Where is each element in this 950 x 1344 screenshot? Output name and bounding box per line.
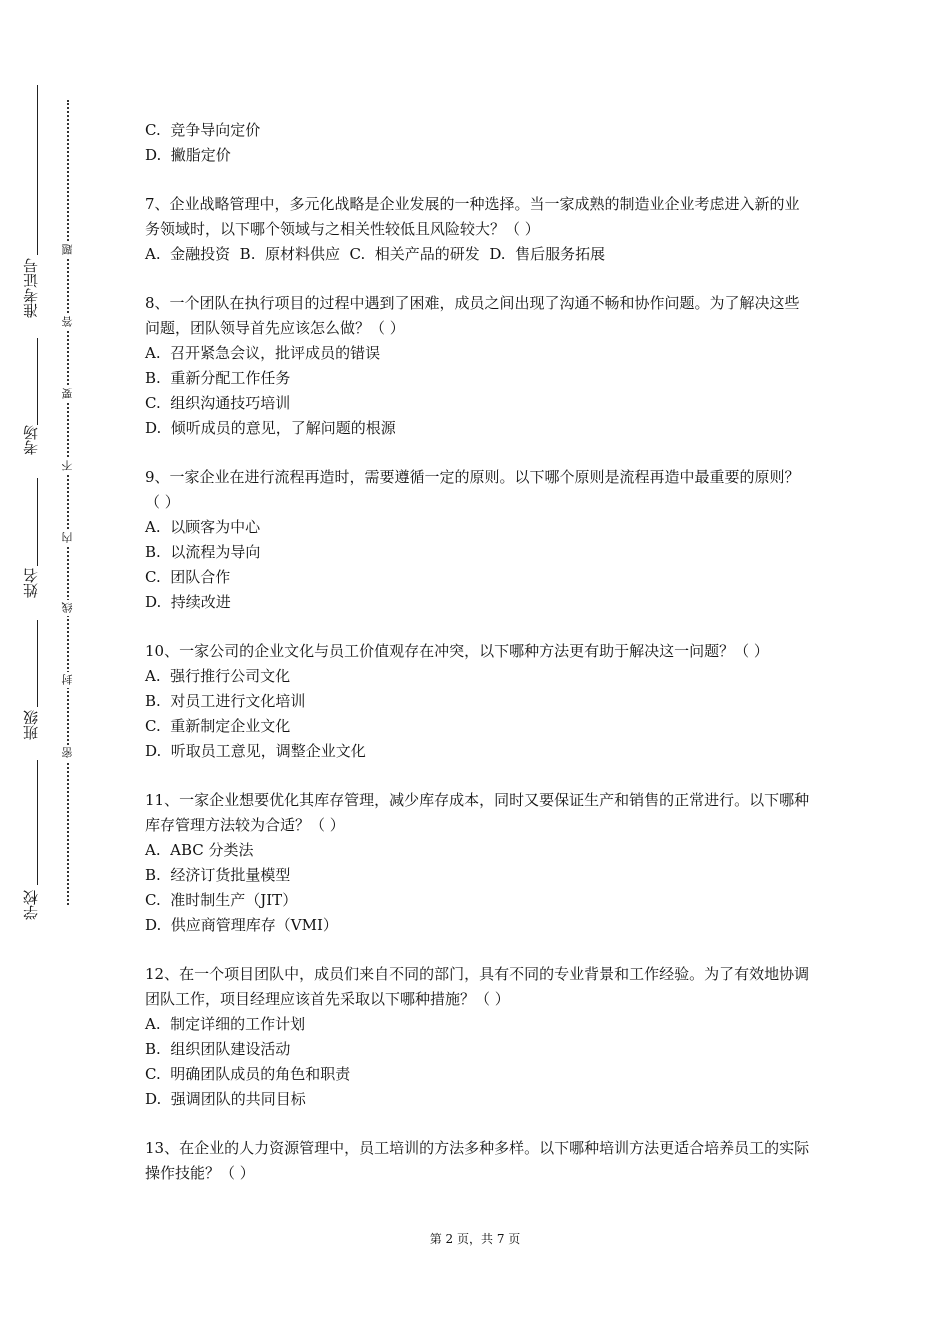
seal-char: 不 xyxy=(60,458,76,474)
option-a: A. ABC 分类法 xyxy=(145,841,254,859)
option-a: A. 召开紧急会议，批评成员的错误 xyxy=(145,344,381,362)
option-b: B. 经济订货批量模型 xyxy=(145,866,291,884)
page-footer: 第 2 页，共 7 页 xyxy=(429,1232,521,1246)
seal-char: 线 xyxy=(60,600,76,616)
option-a: A. 以顾客为中心 xyxy=(145,518,261,536)
seal-char: 内 xyxy=(60,530,76,546)
seal-char: 要 xyxy=(60,386,76,402)
seal-char: 封 xyxy=(60,672,76,688)
question-stem: 13、在企业的人力资源管理中，员工培训的方法多种多样。以下哪种培训方法更适合培养员工的实际操作技能？（ ） xyxy=(145,1139,810,1182)
option-c: C. 竞争导向定价 xyxy=(145,121,261,139)
option-c: C. 重新制定企业文化 xyxy=(145,717,291,735)
binding-strip xyxy=(24,80,52,940)
question-7 xyxy=(145,192,810,267)
question-9 xyxy=(145,465,810,615)
option-c: C. 准时制生产（JIT） xyxy=(145,891,298,909)
question-13 xyxy=(145,1136,810,1186)
option-b: B. 对员工进行文化培训 xyxy=(145,692,306,710)
field-class-label: 班级 xyxy=(22,710,40,740)
field-exam-room-label: 考场 xyxy=(22,425,40,455)
question-6-continued xyxy=(145,118,810,168)
option-d: D. 供应商管理库存（VMI） xyxy=(145,916,338,934)
question-stem: 7、企业战略管理中，多元化战略是企业发展的一种选择。当一家成熟的制造业企业考虑进入新的业务领域时，以下哪个领域与之相关性较低且风险较大？（ ） xyxy=(145,195,800,238)
question-12 xyxy=(145,962,810,1112)
seal-char: 密 xyxy=(60,745,76,761)
question-stem: 11、一家企业想要优化其库存管理，减少库存成本，同时又要保证生产和销售的正常进行。以下哪种库存管理方法较为合适？（ ） xyxy=(145,791,810,834)
question-stem: 8、一个团队在执行项目的过程中遇到了困难，成员之间出现了沟通不畅和协作问题。为了解决这些问题，团队领导首先应该怎么做？（ ） xyxy=(145,294,800,337)
blank-line-name xyxy=(37,478,38,566)
field-school-label: 学校 xyxy=(22,890,40,920)
option-b: B. 重新分配工作任务 xyxy=(145,369,291,387)
option-b: B. 以流程为导向 xyxy=(145,543,261,561)
option-c: C. 明确团队成员的角色和职责 xyxy=(145,1065,351,1083)
question-list xyxy=(145,118,810,1210)
question-stem: 9、一家企业在进行流程再造时，需要遵循一定的原则。以下哪个原则是流程再造中最重要的原则？（ ） xyxy=(145,468,800,511)
option-c: C. 组织沟通技巧培训 xyxy=(145,394,291,412)
blank-line-ticket xyxy=(37,85,38,255)
question-11 xyxy=(145,788,810,938)
field-name-label: 姓名 xyxy=(22,568,40,598)
question-stem: 10、一家公司的企业文化与员工价值观存在冲突，以下哪种方法更有助于解决这一问题？（ ） xyxy=(145,642,769,660)
option-b: B. 组织团队建设活动 xyxy=(145,1040,291,1058)
option-d: D. 倾听成员的意见，了解问题的根源 xyxy=(145,419,396,437)
blank-line-class xyxy=(37,620,38,707)
question-10 xyxy=(145,639,810,764)
option-a: A. 制定详细的工作计划 xyxy=(145,1015,306,1033)
question-stem: 12、在一个项目团队中，成员们来自不同的部门，具有不同的专业背景和工作经验。为了有效地协调团队工作，项目经理应该首先采取以下哪种措施？（ ） xyxy=(145,965,810,1008)
option-c: C. 团队合作 xyxy=(145,568,231,586)
blank-line-exam-room xyxy=(37,338,38,425)
seal-char: 题 xyxy=(60,242,76,258)
options-inline: A. 金融投资 B. 原材料供应 C. 相关产品的研发 D. 售后服务拓展 xyxy=(145,245,606,263)
question-8 xyxy=(145,291,810,441)
field-ticket-number-label: 准考证号 xyxy=(22,258,40,318)
seal-dotted-line xyxy=(67,100,69,905)
option-d: D. 持续改进 xyxy=(145,593,231,611)
option-d: D. 撇脂定价 xyxy=(145,146,231,164)
option-a: A. 强行推行公司文化 xyxy=(145,667,291,685)
option-d: D. 听取员工意见，调整企业文化 xyxy=(145,742,366,760)
seal-char: 答 xyxy=(60,314,76,330)
option-d: D. 强调团队的共同目标 xyxy=(145,1090,306,1108)
blank-line-school xyxy=(37,760,38,885)
